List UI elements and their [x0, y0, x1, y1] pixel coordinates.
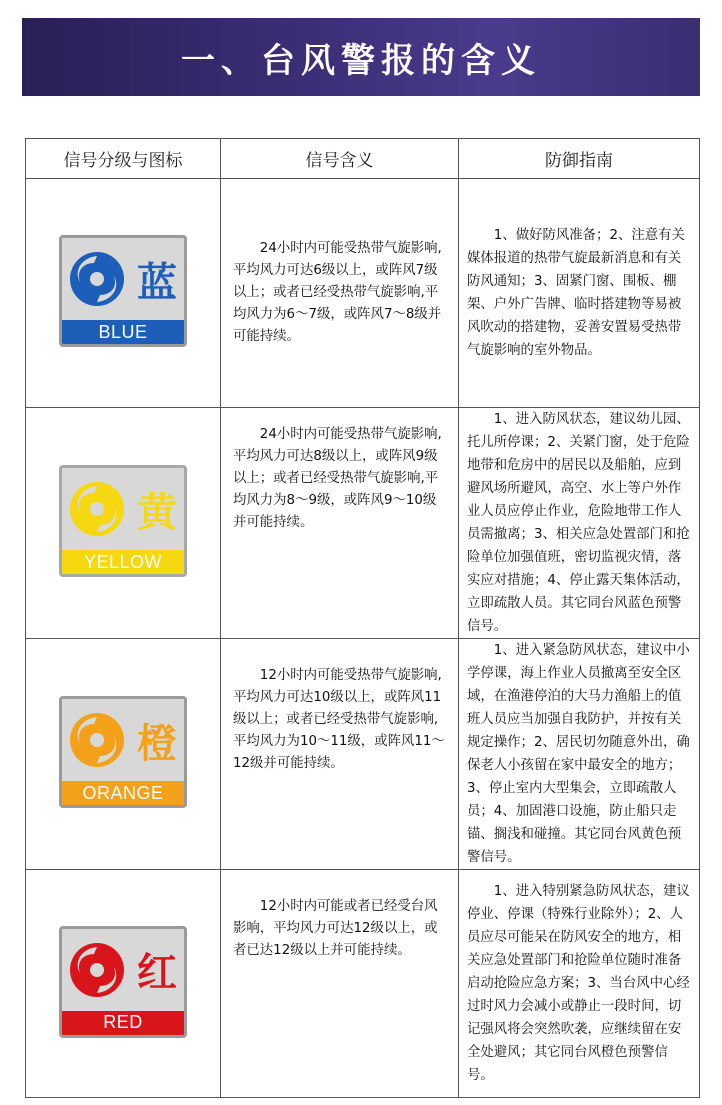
signal-meaning-text: 24小时内可能受热带气旋影响,平均风力可达8级以上，或阵风9级以上；或者已经受热带气旋影响,平均风力为8～9级，或阵风9～10级并可能持续。 [233, 427, 442, 530]
defense-guide-cell [459, 179, 700, 408]
signal-icon-cell [26, 408, 221, 639]
typhoon-warning-table [25, 138, 700, 1098]
header-signal-level: 信号分级与图标 [26, 139, 221, 179]
defense-guide-text: 1、做好防风准备；2、注意有关媒体报道的热带气旋最新消息和有关防风通知；3、固紧门窗、围板、棚架、户外广告牌、临时搭建物等易被风吹动的搭建物，妥善安置易受热带气旋影响的室外物品。 [467, 228, 685, 358]
red-signal-icon [59, 926, 187, 1038]
typhoon-icon [62, 468, 132, 550]
defense-guide-cell [459, 639, 700, 870]
signal-meaning-cell [221, 639, 459, 870]
signal-meaning-cell [221, 179, 459, 408]
signal-meaning-cell [221, 408, 459, 639]
table-row-blue [26, 179, 700, 408]
signal-meaning-text: 24小时内可能受热带气旋影响,平均风力可达6级以上，或阵风7级以上；或者已经受热带气旋影响,平均风力为6～7级，或阵风7～8级并可能持续。 [233, 241, 442, 344]
table-row-orange [26, 639, 700, 870]
signal-meaning-cell [221, 870, 459, 1098]
title-banner [22, 18, 700, 96]
yellow-signal-icon [59, 465, 187, 577]
header-signal-meaning: 信号含义 [221, 139, 459, 179]
header-defense-guide: 防御指南 [459, 139, 700, 179]
table-row-red [26, 870, 700, 1098]
signal-char: 橙 [137, 720, 177, 767]
orange-signal-icon [59, 696, 187, 808]
defense-guide-text: 1、进入防风状态，建议幼儿园、托儿所停课；2、关紧门窗，处于危险地带和危房中的居民以及船舶，应到避风场所避风，高空、水上等户外作业人员应停止作业，危险地带工作人员需撤离；3、相关应急处置部门和抢险单位加强值班，密切监视灾情，落实应对措施；4、停止露天集体活动，立即疏散人员。其它同台风蓝色预警信号。 [467, 412, 690, 634]
signal-char: 蓝 [137, 259, 177, 306]
signal-char: 黄 [137, 489, 177, 536]
signal-label: RED [62, 1011, 184, 1035]
defense-guide-cell [459, 408, 700, 639]
page-title: 一、台风警报的含义 [181, 40, 541, 81]
typhoon-icon [62, 699, 132, 781]
defense-guide-text: 1、进入特别紧急防风状态，建议停业、停课（特殊行业除外）；2、人员应尽可能呆在防风安全的地方，相关应急处置部门和抢险单位随时准备启动抢险应急方案；3、当台风中心经过时风力会减小或静止一段时间，切记强风将会突然吹袭，应继续留在安全处避风；其它同台风橙色预警信号。 [467, 884, 690, 1083]
signal-label: BLUE [62, 320, 184, 344]
signal-meaning-text: 12小时内可能受热带气旋影响,平均风力可达10级以上，或阵风11级以上；或者已经受热带气旋影响,平均风力为10～11级，或阵风11～12级并可能持续。 [233, 668, 445, 771]
signal-label: ORANGE [62, 781, 184, 805]
table-row-yellow [26, 408, 700, 639]
signal-char: 红 [137, 950, 177, 996]
blue-signal-icon [59, 235, 187, 347]
signal-label: YELLOW [62, 550, 184, 574]
typhoon-icon [62, 929, 132, 1011]
defense-guide-text: 1、进入紧急防风状态，建议中小学停课，海上作业人员撤离至安全区域，在渔港停泊的大马力渔船上的值班人员应当加强自我防护，并按有关规定操作；2、居民切勿随意外出，确保老人小孩留在家中最安全的地方；3、停止室内大型集会，立即疏散人员；4、加固港口设施，防止船只走锚、搁浅和碰撞。其它同台风黄色预警信号。 [467, 643, 690, 865]
signal-icon-cell [26, 870, 221, 1098]
typhoon-icon [62, 238, 132, 320]
table-header-row [26, 139, 700, 179]
defense-guide-cell [459, 870, 700, 1098]
signal-meaning-text: 12小时内可能或者已经受台风影响，平均风力可达12级以上，或者已达12级以上并可能持续。 [233, 899, 438, 958]
signal-icon-cell [26, 639, 221, 870]
signal-icon-cell [26, 179, 221, 408]
